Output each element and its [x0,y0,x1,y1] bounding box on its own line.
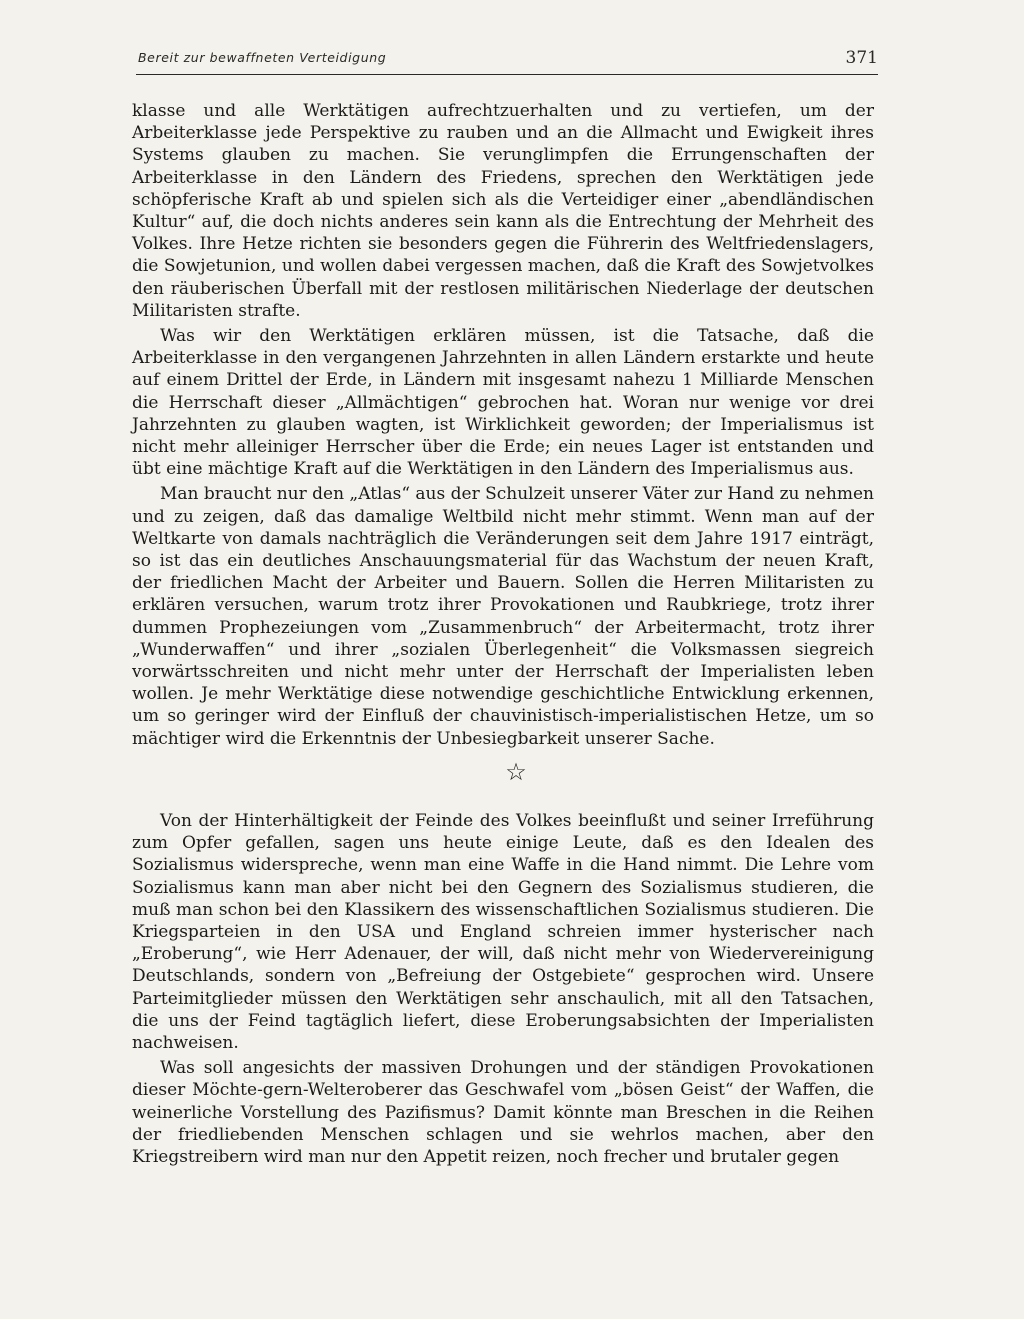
paragraph: Was soll angesichts der massiven Drohungen und der ständigen Provokationen dieser Möchte-gern-Welteroberer das Geschwafel vom „bösen Geist“ der Waffen, die weinerliche Vorstellung des Pazifismus? Damit könnte man Breschen in die Reihen der friedliebenden Menschen schlagen und sie wehrlos machen, aber den Kriegstreibern wird man nur den Appetit reizen, noch frecher und brutaler gegen [132,1058,874,1167]
page-number: 371 [845,48,878,68]
running-title: Bereit zur bewaffneten Verteidigung [138,50,387,65]
body-text [132,100,874,1168]
paragraph: Von der Hinterhältigkeit der Feinde des Volkes beeinflußt und seiner Irreführung zum Opfer gefallen, sagen uns heute einige Leute, daß es den Idealen des Sozialismus widerspreche, wenn man eine Waffe in die Hand nimmt. Die Lehre vom Sozialismus kann man aber nicht bei den Gegnern des Sozialismus studieren, die muß man schon bei den Klassikern des wissenschaftlichen Sozialismus studieren. Die Kriegsparteien in den USA und England schreien immer hysterischer nach „Eroberung“, wie Herr Adenauer, der will, daß nicht mehr von Wiedervereinigung Deutschlands, sondern von „Befreiung der Ostgebiete“ gesprochen wird. Unsere Parteimitglieder müssen den Werktätigen sehr anschaulich, mit all den Tatsachen, die uns der Feind tagtäglich liefert, diese Eroberungsabsichten der Imperialisten nachweisen. [132,810,874,1053]
paragraph: Was wir den Werktätigen erklären müssen, ist die Tatsache, daß die Arbeiterklasse in den vergangenen Jahrzehnten in allen Ländern erstarkte und heute auf einem Drittel der Erde, in Ländern mit insgesamt nahezu 1 Milliarde Menschen die Herrschaft dieser „Allmächtigen“ gebrochen hat. Woran nur wenige vor drei Jahrzehnten zu glauben wagten, ist Wirklichkeit geworden; der Imperialismus ist nicht mehr alleiniger Herrscher über die Erde; ein neues Lager ist entstanden und übt eine mächtige Kraft auf die Werktätigen in den Ländern des Imperialismus aus. [132,326,874,480]
paragraph-continued: klasse und alle Werktätigen aufrechtzuerhalten und zu vertiefen, um der Arbeiterklasse jede Perspektive zu rauben und an die Allmacht und Ewigkeit ihres Systems glauben zu machen. Sie verunglimpfen die Errungenschaften der Arbeiterklasse in den Ländern des Friedens, sprechen den Werktätigen jede schöpferische Kraft ab und spielen sich als die Verteidiger einer „abendländischen Kultur“ auf, die doch nichts anderes sein kann als die Entrechtung der Mehrheit des Volkes. Ihre Hetze richten sie besonders gegen die Führerin des Weltfriedenslagers, die Sowjetunion, und wollen dabei vergessen machen, daß die Kraft des Sowjetvolkes den räuberischen Überfall mit der restlosen militärischen Niederlage der deutschen Militaristen strafte. [132,101,874,321]
paragraph: Man braucht nur den „Atlas“ aus der Schulzeit unserer Väter zur Hand zu nehmen und zu zeigen, daß das damalige Weltbild nicht mehr stimmt. Wenn man auf der Weltkarte von damals nachträglich die Veränderungen seit dem Jahre 1917 einträgt, so ist das ein deutliches Anschauungsmaterial für das Wachstum der neuen Kraft, der friedlichen Macht der Arbeiter und Bauern. Sollen die Herren Militaristen zu erklären versuchen, warum trotz ihrer Provokationen und Raubkriege, trotz ihrer dummen Prophezeiungen vom „Zusammenbruch“ der Arbeitermacht, trotz ihrer „Wunderwaffen“ und ihrer „sozialen Überlegenheit“ die Volksmassen siegreich vorwärtsschreiten und nicht mehr unter der Herrschaft der Imperialisten leben wollen. Je mehr Werktätige diese notwendige geschichtliche Entwicklung erkennen, um so geringer wird der Einfluß der chauvinistisch-imperialistischen Hetze, um so mächtiger wird die Erkenntnis der Unbesiegbarkeit unserer Sache. [132,484,874,749]
running-header [136,48,878,75]
star-separator-icon: ☆ [505,757,527,786]
